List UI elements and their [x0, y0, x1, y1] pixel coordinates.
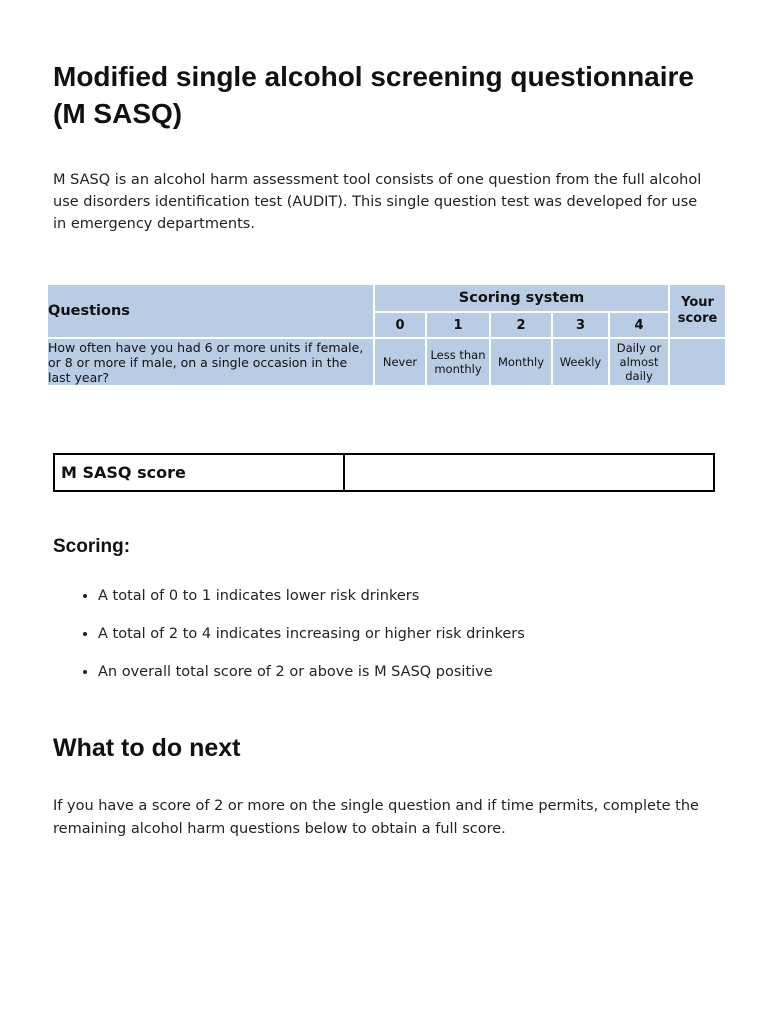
score-value-0: 0 [374, 312, 426, 338]
table-row [47, 338, 726, 386]
option-less-than-monthly: Less than monthly [426, 338, 490, 386]
score-value-2: 2 [490, 312, 552, 338]
next-paragraph: If you have a score of 2 or more on the single question and if time permits, complete the remaining alcohol harm questions below to obtain a full score. [53, 798, 699, 837]
scoring-list [53, 585, 758, 699]
list-item: • An overall total score of 2 or above is M SASQ positive [98, 661, 758, 699]
scoring-system-header: Scoring system [374, 284, 669, 312]
page-title: Modified single alcohol screening questionnaire (M SASQ) [53, 61, 694, 129]
score-value-1: 1 [426, 312, 490, 338]
score-value-3: 3 [552, 312, 609, 338]
next-heading: What to do next [53, 734, 241, 762]
list-item: • A total of 0 to 1 indicates lower risk drinkers [98, 585, 758, 623]
your-score-cell[interactable] [669, 338, 726, 386]
msasq-score-box [53, 453, 715, 492]
scoring-heading: Scoring: [53, 536, 131, 557]
your-score-header: Your score [669, 284, 726, 338]
list-item: • A total of 2 to 4 indicates increasing or higher risk drinkers [98, 623, 758, 661]
msasq-score-value[interactable] [344, 454, 714, 491]
questionnaire-table [46, 283, 727, 387]
option-never: Never [374, 338, 426, 386]
option-daily: Daily or almost daily [609, 338, 669, 386]
msasq-score-label: M SASQ score [54, 454, 344, 491]
option-weekly: Weekly [552, 338, 609, 386]
intro-paragraph: M SASQ is an alcohol harm assessment tool consists of one question from the full alcohol use disorders identification test (AUDIT). This single question test was developed for use in emergency departments. [53, 172, 702, 232]
questions-header: Questions [47, 284, 374, 338]
score-value-4: 4 [609, 312, 669, 338]
option-monthly: Monthly [490, 338, 552, 386]
question-text: How often have you had 6 or more units if female, or 8 or more if male, on a single occasion in the last year? [47, 338, 374, 386]
